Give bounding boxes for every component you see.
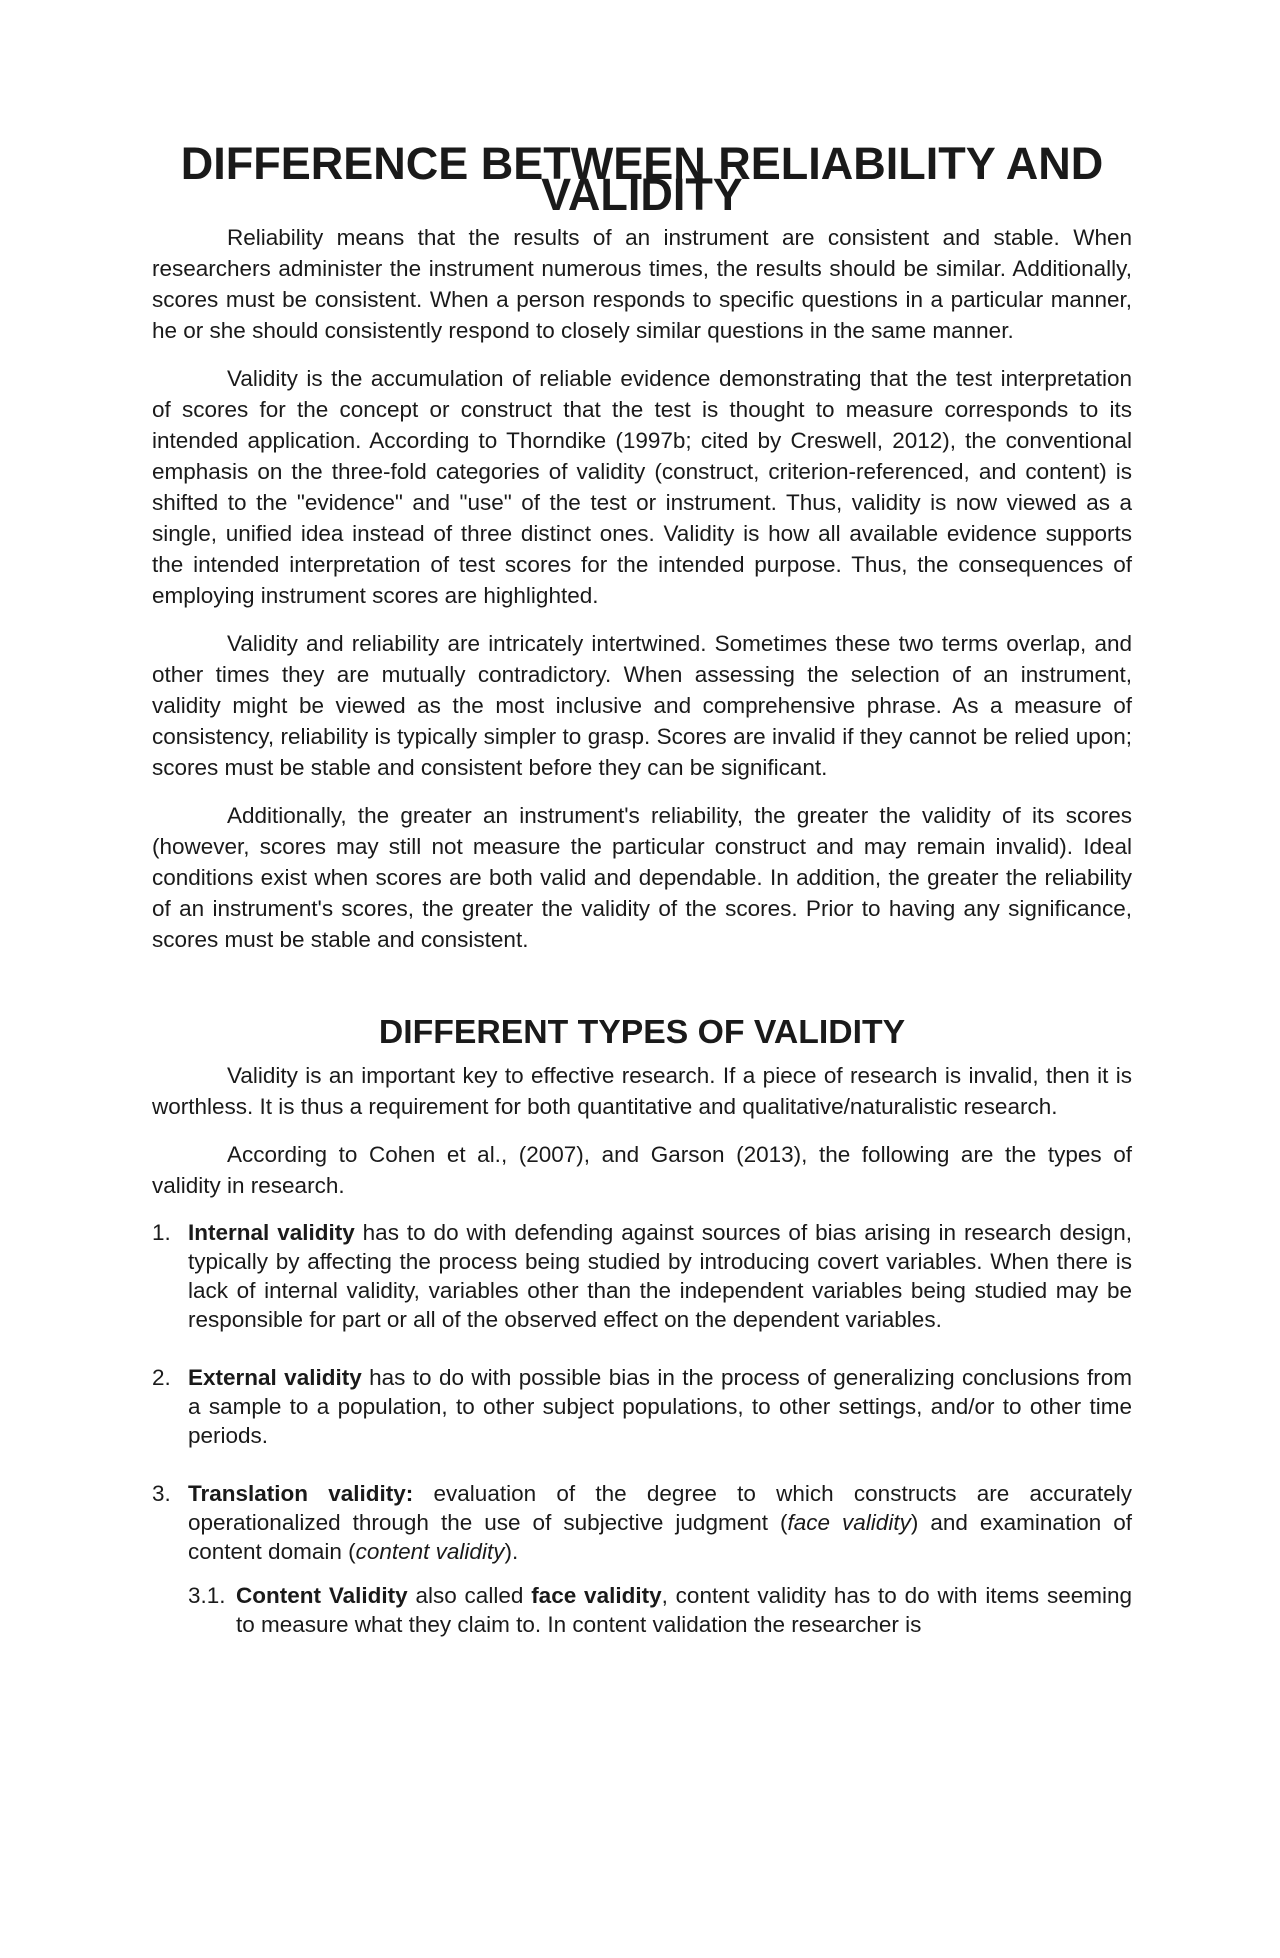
validity-types-list [152,1218,1132,1566]
sub-item-text: , content validity has to do with items seeming to measure what they claim to. In content validation the researcher is [236,1583,1132,1637]
paragraph-types-intro: According to Cohen et al., (2007), and Garson (2013), the following are the types of validity in research. [152,1142,1132,1198]
term-internal-validity: Internal validity [188,1220,355,1245]
term-external-validity: External validity [188,1365,362,1390]
paragraph-intertwined: Validity and reliability are intricately intertwined. Sometimes these two terms overlap, and other times they are mutually contradictory. When assessing the selection of an instrument, validity might be viewed as the most inclusive and comprehensive phrase. As a measure of consistency, reliability is typically simpler to grasp. Scores are invalid if they cannot be relied upon; scores must be stable and consistent before they can be significant. [152,631,1132,780]
list-item-text: has to do with defending against sources of bias arising in research design, typically by affecting the process being studied by introducing covert variables. When there is lack of internal validity, variables other than the independent variables being studied may be responsible for part or all of the observed effect on the dependent variables. [188,1220,1132,1332]
list-item-text: ) and examination of content domain ( [188,1510,1133,1564]
list-item-text: ). [504,1539,519,1564]
list-item-internal-validity [152,1218,1132,1334]
list-item-text: evaluation of the degree to which constructs are accurately operationalized through the use of subjective judgment ( [188,1481,1132,1535]
sub-item-content-validity [152,1581,1132,1639]
term-face-validity-italic: face validity [787,1510,911,1535]
list-item-text: has to do with possible bias in the process of generalizing conclusions from a sample to a population, to other subject populations, to other settings, and/or to other time periods. [188,1365,1132,1448]
sub-item-text: also called [407,1583,532,1608]
paragraph-validity-definition: Validity is the accumulation of reliable evidence demonstrating that the test interpretation of scores for the concept or construct that the test is thought to measure corresponds to its intended application. According to Thorndike (1997b; cited by Creswell, 2012), the conventional emphasis on the three-fold categories of validity (construct, criterion-referenced, and content) is shifted to the "evidence" and "use" of the test or instrument. Thus, validity is now viewed as a single, unified idea instead of three distinct ones. Validity is how all available evidence supports the intended interpretation of test scores for the intended purpose. Thus, the consequences of employing instrument scores are highlighted. [152,366,1132,608]
list-item-external-validity [152,1363,1132,1450]
list-item-translation-validity [152,1479,1132,1566]
paragraph-reliability-definition: Reliability means that the results of an instrument are consistent and stable. When researchers administer the instrument numerous times, the results should be similar. Additionally, scores must be consistent. When a person responds to specific questions in a particular manner, he or she should consistently respond to closely similar questions in the same manner. [152,225,1132,343]
list-number: 3. [152,1481,171,1506]
term-content-validity-italic: content validity [355,1539,505,1564]
list-number: 2. [152,1365,171,1390]
section-heading-types-of-validity: DIFFERENT TYPES OF VALIDITY [378,1013,906,1051]
sub-item-number: 3.1. [188,1583,226,1608]
paragraph-validity-key: Validity is an important key to effective research. If a piece of research is invalid, then it is worthless. It is thus a requirement for both quantitative and qualitative/naturalistic research. [152,1063,1132,1119]
section-heading-reliability-validity: DIFFERENCE BETWEEN RELIABILITY AND VALIDITY [180,138,1104,220]
paragraph-reliability-greater-validity: Additionally, the greater an instrument's reliability, the greater the validity of its scores (however, scores may still not measure the particular construct and may remain invalid). Ideal conditions exist when scores are both valid and dependable. In addition, the greater the reliability of an instrument's scores, the greater the validity of the scores. Prior to having any significance, scores must be stable and consistent. [152,803,1132,952]
page-content [152,138,1133,1639]
list-number: 1. [152,1220,171,1245]
term-translation-validity: Translation validity: [188,1481,414,1506]
term-content-validity: Content Validity [236,1583,408,1608]
term-face-validity: face validity [531,1583,662,1608]
